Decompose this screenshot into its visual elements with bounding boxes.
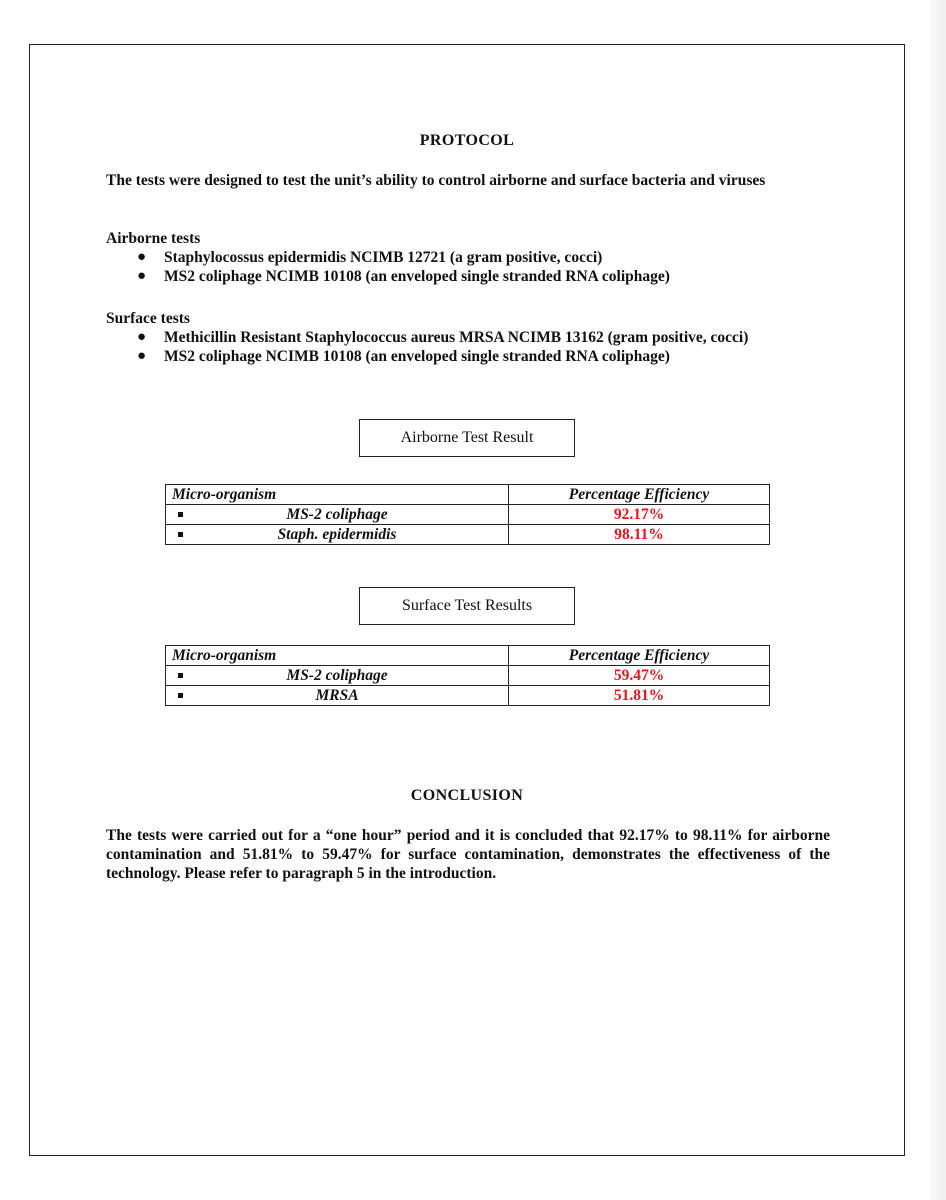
square-bullet-icon — [178, 532, 183, 537]
airborne-tests-section — [106, 229, 830, 286]
airborne-result-table — [165, 484, 770, 545]
surface-result-table — [165, 645, 770, 706]
square-bullet-icon — [178, 673, 183, 678]
airborne-tests-label: Airborne tests — [106, 230, 201, 247]
efficiency-value: 59.47% — [509, 666, 770, 686]
protocol-intro: The tests were designed to test the unit’s ability to control airborne and surface bacteria and viruses — [106, 172, 766, 189]
page-edge-shadow — [930, 0, 946, 1200]
airborne-result-caption: Airborne Test Result — [359, 419, 575, 457]
organism-name: MS-2 coliphage — [286, 505, 388, 523]
organism-cell — [166, 686, 509, 706]
organism-cell — [166, 666, 509, 686]
list-item-text: Staphylocossus epidermidis NCIMB 12721 (a gram positive, cocci) — [164, 249, 603, 266]
organism-name: Staph. epidermidis — [277, 525, 397, 543]
table-row — [166, 505, 770, 525]
surface-tests-section — [106, 309, 830, 366]
list-item — [106, 267, 830, 286]
header-micro-organism: Micro-organism — [166, 485, 509, 505]
table-row — [166, 525, 770, 545]
efficiency-value: 92.17% — [509, 505, 770, 525]
bullet-icon: ● — [137, 329, 147, 345]
organism-name: MS-2 coliphage — [286, 666, 388, 684]
bullet-icon: ● — [137, 249, 147, 265]
bullet-icon: ● — [137, 348, 147, 364]
table-row — [166, 686, 770, 706]
table-header-row — [166, 646, 770, 666]
surface-tests-label: Surface tests — [106, 310, 190, 327]
list-item — [106, 248, 830, 267]
organism-name: MRSA — [315, 686, 359, 704]
organism-cell — [166, 505, 509, 525]
table-header-row — [166, 485, 770, 505]
airborne-tests-list — [106, 248, 830, 286]
list-item — [106, 328, 830, 347]
organism-cell — [166, 525, 509, 545]
efficiency-value: 98.11% — [509, 525, 770, 545]
list-item-text: Methicillin Resistant Staphylococcus aureus MRSA NCIMB 13162 (gram positive, cocci) — [164, 329, 749, 346]
protocol-heading: PROTOCOL — [419, 132, 515, 149]
header-percentage-efficiency: Percentage Efficiency — [509, 646, 770, 666]
surface-result-caption: Surface Test Results — [359, 587, 575, 625]
conclusion-text: The tests were carried out for a “one hour” period and it is concluded that 92.17% to 98.11% for airborne contamination and 51.81% to 59.47% for surface contamination, demonstrates the effectiveness of the technology. Please refer to paragraph 5 in the introduction. — [106, 827, 830, 882]
bullet-icon: ● — [137, 268, 147, 284]
list-item-text: MS2 coliphage NCIMB 10108 (an enveloped single stranded RNA coliphage) — [164, 268, 670, 285]
efficiency-value: 51.81% — [509, 686, 770, 706]
surface-tests-list — [106, 328, 830, 366]
conclusion-heading: CONCLUSION — [410, 787, 524, 804]
list-item-text: MS2 coliphage NCIMB 10108 (an enveloped single stranded RNA coliphage) — [164, 348, 670, 365]
square-bullet-icon — [178, 693, 183, 698]
header-percentage-efficiency: Percentage Efficiency — [509, 485, 770, 505]
table-row — [166, 666, 770, 686]
square-bullet-icon — [178, 512, 183, 517]
list-item — [106, 347, 830, 366]
header-micro-organism: Micro-organism — [166, 646, 509, 666]
